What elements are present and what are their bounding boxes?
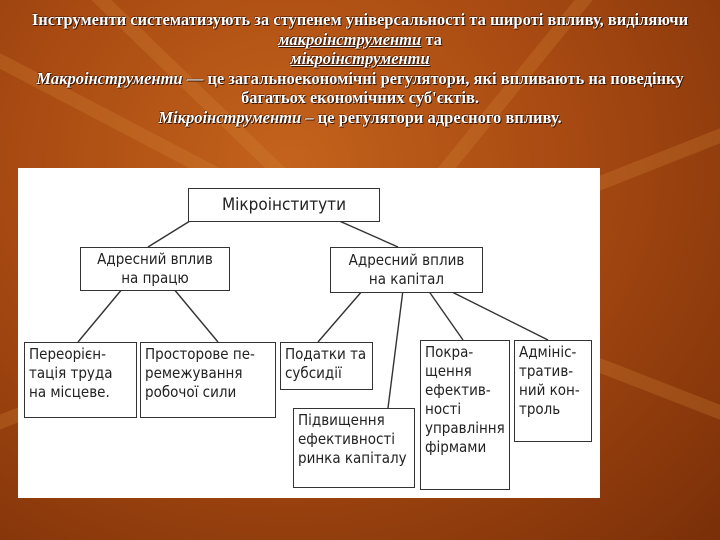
slide-header — [20, 10, 700, 127]
node-administrative-control: Адмініс- тратив- ний кон- троль — [514, 340, 592, 442]
node-taxes-subsidies: Податки та субсидії — [280, 342, 373, 390]
header-line-1: Інструменти систематизують за ступенем універсальності та широті впливу, виділяючи макроінструменти та мікроінструменти — [31, 10, 689, 68]
root-box: Мікроінститути — [188, 188, 380, 222]
node-labor-reorientation: Переорієн- тація труда на місцеве. — [24, 342, 137, 418]
diagram-panel — [18, 168, 600, 498]
header-line-3: Мікроінструменти – це регулятори адресного впливу. — [158, 107, 562, 127]
node-spatial-labor-movement: Просторове пе- ремежування робочої сили — [140, 342, 276, 418]
micro-term: мікроінструменти — [290, 49, 430, 68]
node-labor-influence: Адресний вплив на працю — [80, 247, 230, 291]
header-line-2: Макроінструменти — це загальноекономічні регулятори, які впливають на поведінку багатьох економічних суб'єктів. — [36, 68, 684, 107]
node-capital-market-efficiency: Підвищення ефективності ринка капіталу — [293, 408, 415, 488]
node-firm-management-efficiency: Покра- щення ефектив- ності управління фірмами — [420, 340, 510, 490]
node-capital-influence: Адресний вплив на капітал — [330, 247, 483, 293]
macro-term: макроінструменти — [278, 29, 422, 49]
